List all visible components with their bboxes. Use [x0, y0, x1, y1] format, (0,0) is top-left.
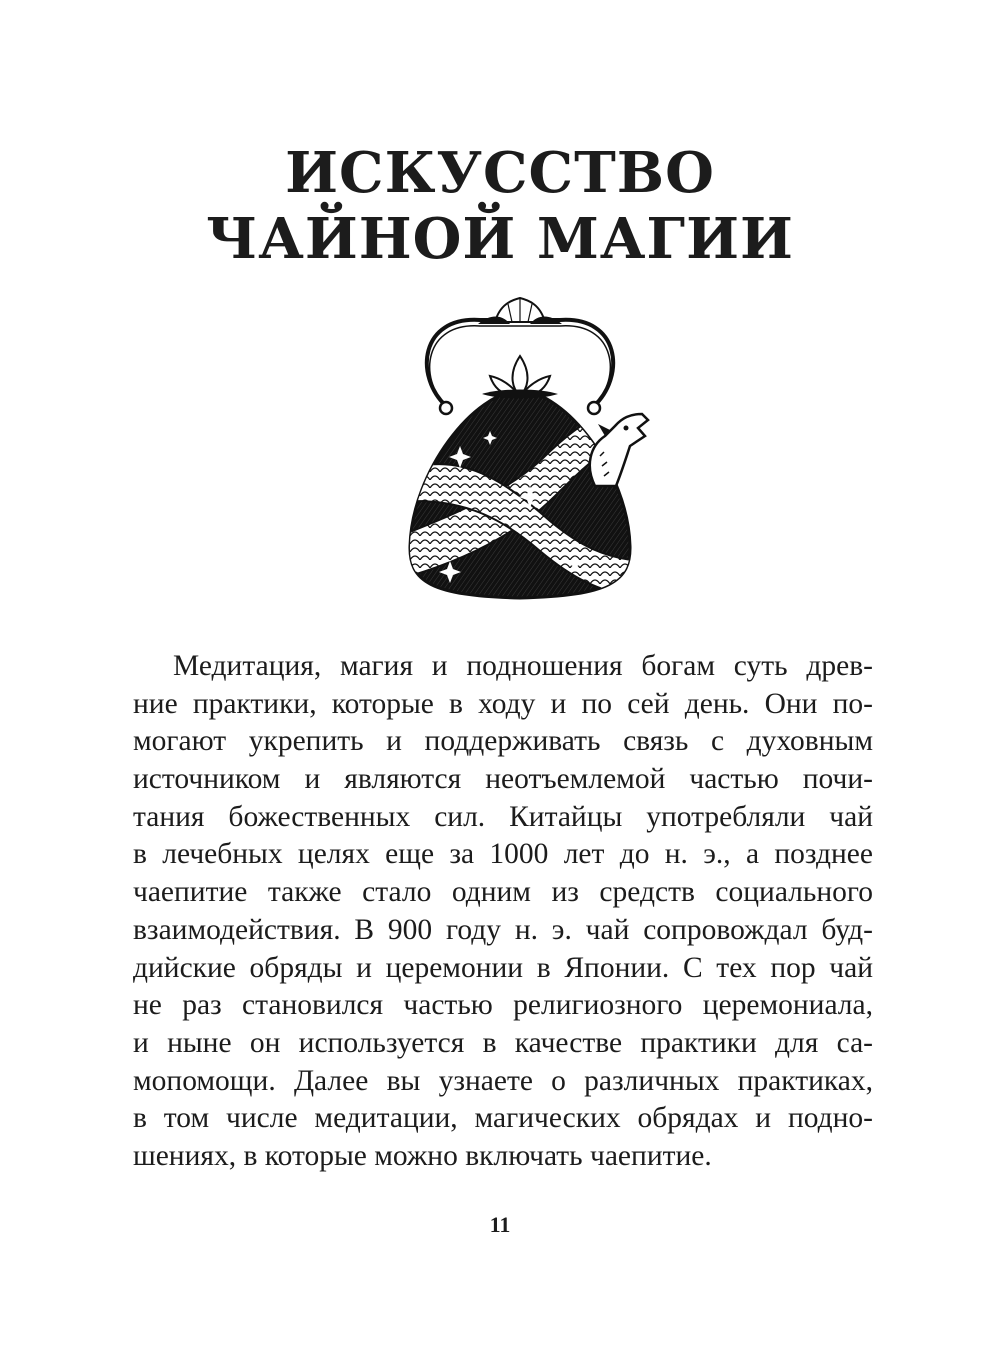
- paragraph-line: тания божественных сил. Китайцы употребляли чай: [133, 800, 873, 833]
- chapter-title-line-2: ЧАЙНОЙ МАГИИ: [206, 206, 794, 272]
- paragraph-line: ние практики, которые в ходу и по сей день. Они по-: [133, 687, 873, 720]
- paragraph-line: не раз становился частью религиозного церемониала,: [133, 989, 873, 1022]
- paragraph-line: чаепитие также стало одним из средств социального: [133, 876, 873, 909]
- page-number: 11: [489, 1212, 511, 1237]
- paragraph-line: мопомощи. Далее вы узнаете о различных практиках,: [133, 1064, 873, 1097]
- chapter-title: [0, 140, 1000, 272]
- paragraph-line: и ныне он используется в качестве практики для са-: [133, 1026, 873, 1059]
- paragraph-line: источником и являются неотъемлемой частью почи-: [133, 763, 873, 796]
- paragraph-line: Медитация, магия и подношения богам суть древ-: [173, 650, 873, 682]
- chapter-title-line-1: ИСКУССТВО: [285, 140, 715, 206]
- teapot-dragon-icon: [390, 296, 650, 616]
- body-paragraph: [133, 648, 873, 1176]
- paragraph-line: дийские обряды и церемонии в Японии. С тех пор чай: [133, 951, 873, 984]
- paragraph-line: в том числе медитации, магических обрядах и подно-: [133, 1102, 873, 1135]
- paragraph-line: шениях, в которые можно включать чаепитие.: [133, 1139, 712, 1172]
- paragraph-line: в лечебных целях еще за 1000 лет до н. э., а позднее: [133, 838, 873, 871]
- paragraph-line: могают укрепить и поддерживать связь с духовным: [133, 725, 873, 758]
- paragraph-line: взаимодействия. В 900 году н. э. чай сопровождал буд-: [133, 913, 873, 946]
